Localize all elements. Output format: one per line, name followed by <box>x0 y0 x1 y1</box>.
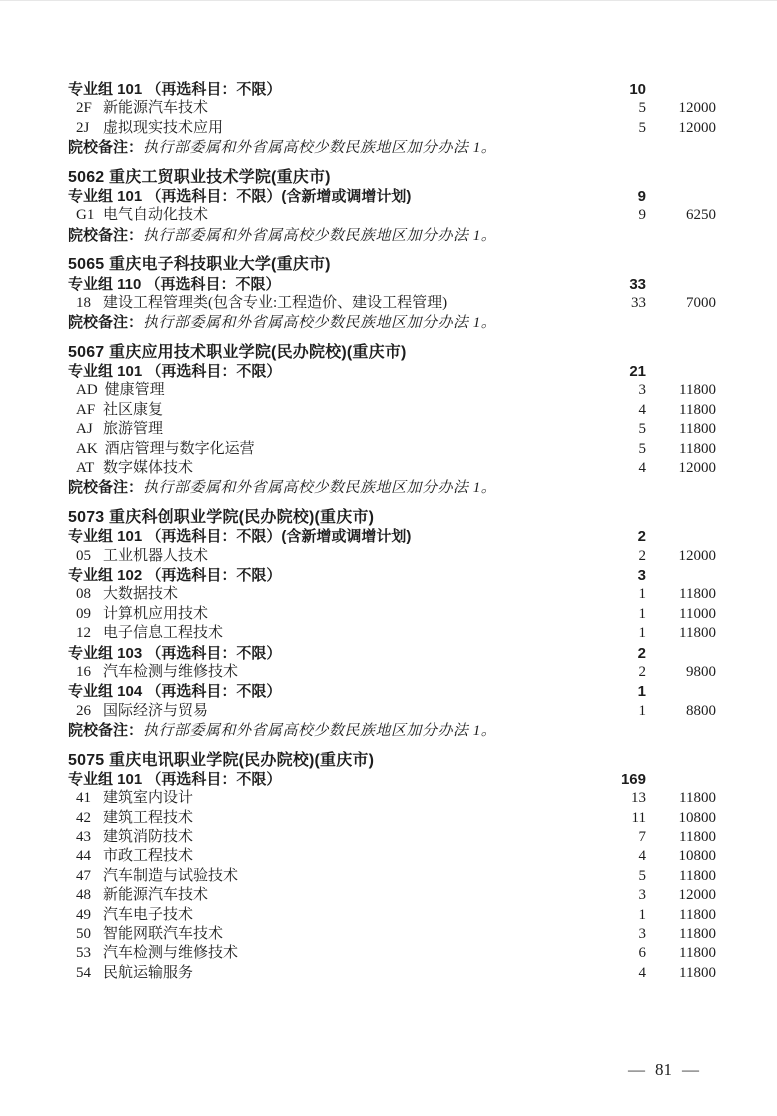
major-row <box>68 789 716 808</box>
group-plan-count: 169 <box>620 770 646 788</box>
major-tuition-fee: 11000 <box>679 605 716 622</box>
major-plan-count: 7 <box>638 829 646 846</box>
major-group-header <box>68 527 716 546</box>
college-remark-row <box>68 313 716 332</box>
major-row <box>68 886 716 905</box>
major-code: 41 <box>76 790 91 807</box>
major-plan-count: 11 <box>631 809 646 826</box>
major-row <box>68 663 716 682</box>
major-code: 2J <box>76 119 90 136</box>
major-row <box>68 420 716 439</box>
major-text <box>68 585 590 604</box>
major-row <box>68 702 716 721</box>
major-group-title: 专业组 101 （再选科目：不限） <box>68 363 282 381</box>
remark-text: 执行部委属和外省属高校少数民族地区加分办法 1。 <box>143 315 497 332</box>
major-name: 旅游管理 <box>103 421 164 438</box>
major-name: 建筑室内设计 <box>103 790 194 807</box>
group-plan-count: 9 <box>637 187 646 205</box>
major-plan-count: 4 <box>638 848 646 865</box>
major-text <box>68 886 590 905</box>
college-section <box>68 255 716 333</box>
college-name: 5067 重庆应用技术职业学院(民办院校)(重庆市) <box>68 343 407 361</box>
major-row <box>68 809 716 828</box>
college-header <box>68 508 716 527</box>
major-code: 16 <box>76 663 91 680</box>
major-plan-count: 9 <box>638 207 646 224</box>
major-row <box>68 944 716 963</box>
major-plan-count: 1 <box>638 625 646 642</box>
major-code: 49 <box>76 906 91 923</box>
major-row <box>68 401 716 420</box>
major-text <box>68 828 590 847</box>
major-group-title: 专业组 101 （再选科目：不限）(含新增或调增计划) <box>68 528 412 546</box>
major-tuition-fee: 12000 <box>678 547 716 564</box>
remark-label: 院校备注： <box>68 479 144 497</box>
college-section <box>68 508 716 741</box>
major-plan-count: 1 <box>638 702 646 719</box>
major-group-header <box>68 187 716 206</box>
college-section <box>68 343 716 498</box>
major-tuition-fee: 9800 <box>686 663 716 680</box>
major-code: 43 <box>76 829 91 846</box>
major-name: 汽车检测与维修技术 <box>103 663 239 680</box>
remark-text: 执行部委属和外省属高校少数民族地区加分办法 1。 <box>143 140 497 157</box>
major-plan-count: 13 <box>631 790 646 807</box>
major-plan-count: 5 <box>638 867 646 884</box>
major-tuition-fee: 12000 <box>678 887 716 904</box>
major-code: AJ <box>76 421 93 438</box>
major-name: 新能源汽车技术 <box>103 887 209 904</box>
page-number-dash-left: — <box>628 1060 645 1079</box>
major-tuition-fee: 11800 <box>679 906 716 923</box>
major-group-header <box>68 770 716 789</box>
remark-text: 执行部委属和外省属高校少数民族地区加分办法 1。 <box>143 723 497 740</box>
major-plan-count: 2 <box>638 663 646 680</box>
major-row <box>68 964 716 983</box>
major-code: 09 <box>76 605 91 622</box>
remark-text: 执行部委属和外省属高校少数民族地区加分办法 1。 <box>143 480 497 497</box>
major-group-title: 专业组 101 （再选科目：不限） <box>68 770 282 788</box>
group-plan-count: 33 <box>629 275 646 293</box>
major-text <box>68 440 590 459</box>
major-name: 计算机应用技术 <box>103 605 209 622</box>
major-row <box>68 294 716 313</box>
major-tuition-fee: 11800 <box>679 790 716 807</box>
major-code: 47 <box>76 867 91 884</box>
major-name: 市政工程技术 <box>103 848 194 865</box>
major-row <box>68 119 716 138</box>
group-plan-count: 10 <box>629 81 646 98</box>
remark-label: 院校备注： <box>68 722 144 740</box>
major-tuition-fee: 11800 <box>679 867 716 884</box>
major-text <box>68 381 590 400</box>
major-code: AF <box>76 401 96 418</box>
major-tuition-fee: 11800 <box>679 401 716 418</box>
major-group-title: 专业组 101 （再选科目：不限） <box>68 81 282 98</box>
college-name: 5062 重庆工贸职业技术学院(重庆市) <box>68 168 331 186</box>
page-number <box>628 1059 699 1081</box>
major-text <box>68 119 590 138</box>
major-name: 大数据技术 <box>103 586 179 603</box>
major-tuition-fee: 11800 <box>679 829 716 846</box>
major-code: AK <box>76 440 98 457</box>
major-text <box>68 624 590 643</box>
major-plan-count: 1 <box>638 586 646 603</box>
major-row <box>68 867 716 886</box>
major-code: 12 <box>76 625 91 642</box>
major-text <box>68 925 590 944</box>
page-number-value: 81 <box>655 1060 672 1079</box>
major-text <box>68 944 590 963</box>
major-row <box>68 925 716 944</box>
major-plan-count: 2 <box>638 547 646 564</box>
major-tuition-fee: 8800 <box>686 702 716 719</box>
major-name: 新能源汽车技术 <box>103 100 209 117</box>
major-code: 53 <box>76 945 91 962</box>
major-tuition-fee: 11800 <box>679 926 716 943</box>
major-plan-count: 5 <box>638 100 646 117</box>
college-remark-row <box>68 138 716 157</box>
major-text <box>68 867 590 886</box>
major-name: 建筑消防技术 <box>103 829 194 846</box>
major-row <box>68 605 716 624</box>
major-group-header <box>68 566 716 585</box>
major-name: 电气自动化技术 <box>103 207 209 224</box>
major-group-header <box>68 362 716 381</box>
major-tuition-fee: 11800 <box>679 964 716 981</box>
major-tuition-fee: 11800 <box>679 625 716 642</box>
major-group-title: 专业组 101 （再选科目：不限）(含新增或调增计划) <box>68 187 412 205</box>
major-code: 54 <box>76 964 91 981</box>
major-text <box>68 906 590 925</box>
major-text <box>68 547 590 566</box>
page-number-dash-right: — <box>682 1060 699 1079</box>
major-plan-count: 3 <box>638 887 646 904</box>
major-plan-count: 4 <box>638 401 646 418</box>
college-remark-row <box>68 226 716 245</box>
major-text <box>68 294 590 313</box>
major-text <box>68 809 590 828</box>
college-section <box>68 168 716 246</box>
college-section <box>68 751 716 984</box>
major-text <box>68 605 590 624</box>
remark-label: 院校备注： <box>68 226 144 244</box>
major-code: 44 <box>76 848 91 865</box>
major-code: AD <box>76 382 98 399</box>
major-name: 社区康复 <box>103 401 164 418</box>
college-name: 5075 重庆电讯职业学院(民办院校)(重庆市) <box>68 751 375 769</box>
major-tuition-fee: 10800 <box>678 809 716 826</box>
major-row <box>68 459 716 478</box>
major-group-title: 专业组 102 （再选科目：不限） <box>68 566 282 584</box>
major-code: 48 <box>76 887 91 904</box>
major-text <box>68 401 590 420</box>
major-group-header <box>68 80 716 99</box>
major-name: 汽车制造与试验技术 <box>103 867 239 884</box>
group-plan-count: 2 <box>637 528 646 546</box>
major-code: 05 <box>76 547 91 564</box>
college-header <box>68 168 716 187</box>
group-plan-count: 2 <box>637 644 646 662</box>
major-name: 智能网联汽车技术 <box>103 926 224 943</box>
major-plan-count: 4 <box>638 460 646 477</box>
college-name: 5065 重庆电子科技职业大学(重庆市) <box>68 256 331 274</box>
remark-text: 执行部委属和外省属高校少数民族地区加分办法 1。 <box>143 227 497 244</box>
major-name: 建设工程管理类(包含专业:工程造价、建设工程管理) <box>103 294 448 311</box>
major-tuition-fee: 10800 <box>678 848 716 865</box>
major-code: 2F <box>76 100 92 117</box>
major-name: 建筑工程技术 <box>103 809 194 826</box>
group-plan-count: 1 <box>637 683 646 701</box>
major-row <box>68 381 716 400</box>
major-name: 健康管理 <box>104 382 165 399</box>
major-row <box>68 624 716 643</box>
major-row <box>68 906 716 925</box>
major-tuition-fee: 12000 <box>678 460 716 477</box>
college-remark-row <box>68 721 716 740</box>
major-text <box>68 99 590 118</box>
major-plan-count: 4 <box>638 964 646 981</box>
major-tuition-fee: 7000 <box>686 294 716 311</box>
major-group-title: 专业组 110 （再选科目：不限） <box>68 275 281 293</box>
major-tuition-fee: 6250 <box>686 207 716 224</box>
major-name: 工业机器人技术 <box>103 547 209 564</box>
major-group-title: 专业组 103 （再选科目：不限） <box>68 644 282 662</box>
major-group-header <box>68 682 716 701</box>
major-text <box>68 206 590 225</box>
page-top-edge-line <box>0 0 777 1</box>
major-plan-count: 5 <box>638 440 646 457</box>
major-row <box>68 440 716 459</box>
major-tuition-fee: 11800 <box>679 945 716 962</box>
major-row <box>68 847 716 866</box>
major-plan-count: 3 <box>638 926 646 943</box>
major-row <box>68 99 716 118</box>
major-code: 08 <box>76 586 91 603</box>
major-plan-count: 1 <box>638 906 646 923</box>
major-plan-count: 6 <box>638 945 646 962</box>
major-plan-count: 33 <box>631 294 646 311</box>
college-remark-row <box>68 478 716 497</box>
major-tuition-fee: 11800 <box>679 440 716 457</box>
major-name: 酒店管理与数字化运营 <box>104 440 255 457</box>
remark-label: 院校备注： <box>68 314 144 332</box>
major-name: 国际经济与贸易 <box>103 702 209 719</box>
major-text <box>68 702 590 721</box>
major-text <box>68 459 590 478</box>
major-plan-count: 3 <box>638 382 646 399</box>
major-name: 民航运输服务 <box>103 964 194 981</box>
major-code: 42 <box>76 809 91 826</box>
major-name: 虚拟现实技术应用 <box>103 119 224 136</box>
major-row <box>68 547 716 566</box>
major-name: 汽车检测与维修技术 <box>103 945 239 962</box>
major-row <box>68 206 716 225</box>
major-tuition-fee: 12000 <box>678 100 716 117</box>
college-section <box>68 80 716 158</box>
college-header <box>68 255 716 274</box>
major-row <box>68 828 716 847</box>
major-plan-count: 1 <box>638 605 646 622</box>
major-text <box>68 964 590 983</box>
major-text <box>68 663 590 682</box>
major-tuition-fee: 11800 <box>679 382 716 399</box>
major-code: 50 <box>76 926 91 943</box>
major-text <box>68 789 590 808</box>
major-code: AT <box>76 460 95 477</box>
major-tuition-fee: 12000 <box>678 119 716 136</box>
major-name: 数字媒体技术 <box>103 460 194 477</box>
group-plan-count: 21 <box>629 363 646 381</box>
major-code: 18 <box>76 294 91 311</box>
major-group-title: 专业组 104 （再选科目：不限） <box>68 683 282 701</box>
major-text <box>68 420 590 439</box>
major-code: 26 <box>76 702 91 719</box>
remark-label: 院校备注： <box>68 139 144 157</box>
college-name: 5073 重庆科创职业学院(民办院校)(重庆市) <box>68 508 375 526</box>
group-plan-count: 3 <box>637 566 646 584</box>
major-code: G1 <box>76 207 95 224</box>
major-tuition-fee: 11800 <box>679 586 716 603</box>
major-plan-count: 5 <box>638 421 646 438</box>
major-plan-count: 5 <box>638 119 646 136</box>
major-group-header <box>68 644 716 663</box>
major-name: 电子信息工程技术 <box>103 625 224 642</box>
major-name: 汽车电子技术 <box>103 906 194 923</box>
college-header <box>68 751 716 770</box>
major-tuition-fee: 11800 <box>679 421 716 438</box>
document-content <box>68 80 716 983</box>
major-group-header <box>68 275 716 294</box>
major-row <box>68 585 716 604</box>
major-text <box>68 847 590 866</box>
college-header <box>68 343 716 362</box>
